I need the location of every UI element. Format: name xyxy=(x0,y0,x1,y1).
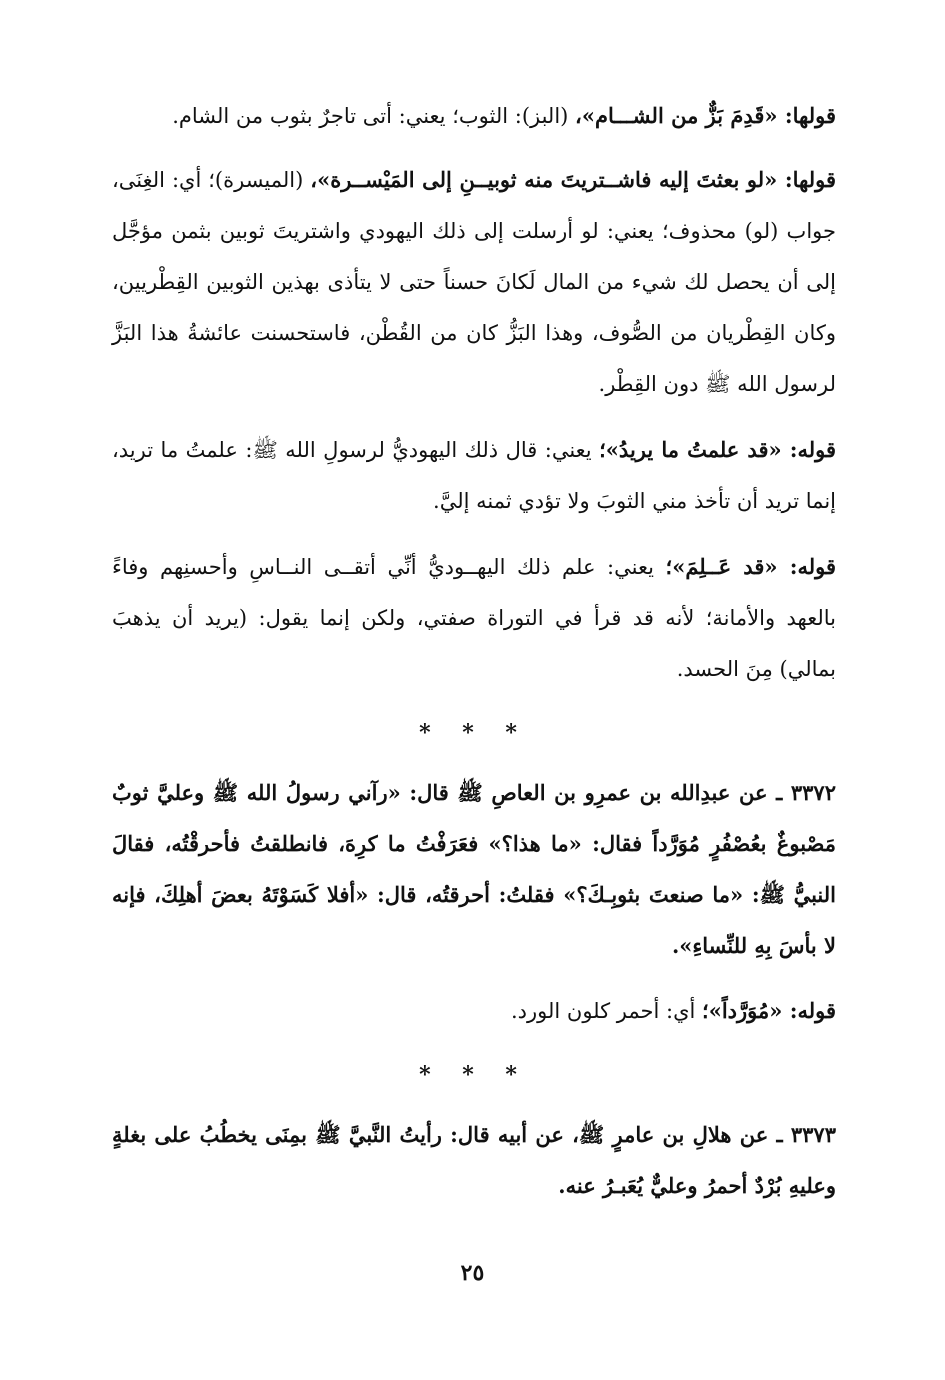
section-separator: * * * xyxy=(419,1062,529,1088)
commentary-text: يعني: قال ذلك اليهوديُّ لرسولِ الله ﷺ: علمتُ ما تريد، إنما تريد أن تأخذ مني الثوبَ ولا تؤدي ثمنه إليَّ. xyxy=(112,438,836,513)
hadith-text: ٣٣٧٢ ـ عن عبدِالله بن عمرِو بن العاصِ ﷺ قال: «رآني رسولُ الله ﷺ وعليَّ ثوبٌ مَصْبوغٌ بعُصْفُرٍ مُوَرَّداً فقال: «ما هذا؟» فعَرَفْتُ ما كرِهَ، فانطلقتُ فأحرقْتُه، فقالَ النبيُّ ﷺ: «ما صنعتَ بثوبِـكَ؟» فقلتُ: أحرقتُه، قال: «أفلا كَسَوْتَهُ بعضَ أهلِكَ، فإنه لا بأسَ بِهِ للنِّساءِ». xyxy=(112,780,836,958)
page-body xyxy=(112,90,836,1211)
quote-lead: قوله: «قد علمتُ ما يريدُ»؛ xyxy=(599,437,837,462)
commentary-text: أي: أحمر كلون الورد. xyxy=(510,999,703,1023)
paragraph-2 xyxy=(112,154,836,410)
quote-lead: قولها: «لو بعثتَ إليه فاشــتريتَ منه ثوبيــنِ إلى المَيْســرة»، xyxy=(310,167,836,192)
commentary-text: يعني: علم ذلك اليهــوديُّ أنِّي أتقــى النــاسِ وأحسنِهم وفاءً بالعهد والأمانة؛ لأنه قد قرأ في التوراة صفتي، ولكن إنما يقول: (يريد أن يذهبَ بمالي) مِنَ الحسد. xyxy=(112,555,836,681)
commentary-text: (الميسرة)؛ أي: الغِنَى، جواب (لو) محذوف؛ يعني: لو أرسلت إلى ذلك اليهودي واشتريتَ ثوبين بثمن مؤجَّل إلى أن يحصل لك شيء من المال لَكانَ حسناً حتى لا يتأذى بهذين الثوبين القِطْريين، وكان القِطْريان من الصُّوف، وهذا البَزُّ كان من القُطْن، فاستحسنت عائشةُ هذا البَزَّ لرسول الله ﷺ دون القِطْر. xyxy=(112,168,836,396)
paragraph-4 xyxy=(112,541,836,695)
hadith-text: ٣٣٧٣ ـ عن هلالِ بن عامرٍ ﷺ، عن أبيه قال: رأيتُ النَّبيَّ ﷺ بمِنَى يخطُبُ على بغلةٍ وعليهِ بُرْدٌ أحمرُ وعليٌّ يُعَبـرُ عنه. xyxy=(112,1122,836,1198)
hadith-3373 xyxy=(112,1109,836,1211)
section-separator: * * * xyxy=(419,720,529,746)
paragraph-3 xyxy=(112,424,836,527)
note-3372 xyxy=(112,985,836,1037)
quote-lead: قوله: «قد عَــلِمَ»؛ xyxy=(665,554,837,579)
hadith-3372 xyxy=(112,767,836,971)
paragraph-1 xyxy=(112,90,836,142)
quote-lead: قوله: «مُوَرَّداً»؛ xyxy=(702,998,836,1023)
commentary-text: (البز): الثوب؛ يعني: أتى تاجرٌ بثوب من الشام. xyxy=(172,104,576,128)
quote-lead: قولها: «قَدِمَ بَزٌّ من الشـــام»، xyxy=(575,103,836,128)
page-number: ٢٥ xyxy=(460,1260,485,1286)
